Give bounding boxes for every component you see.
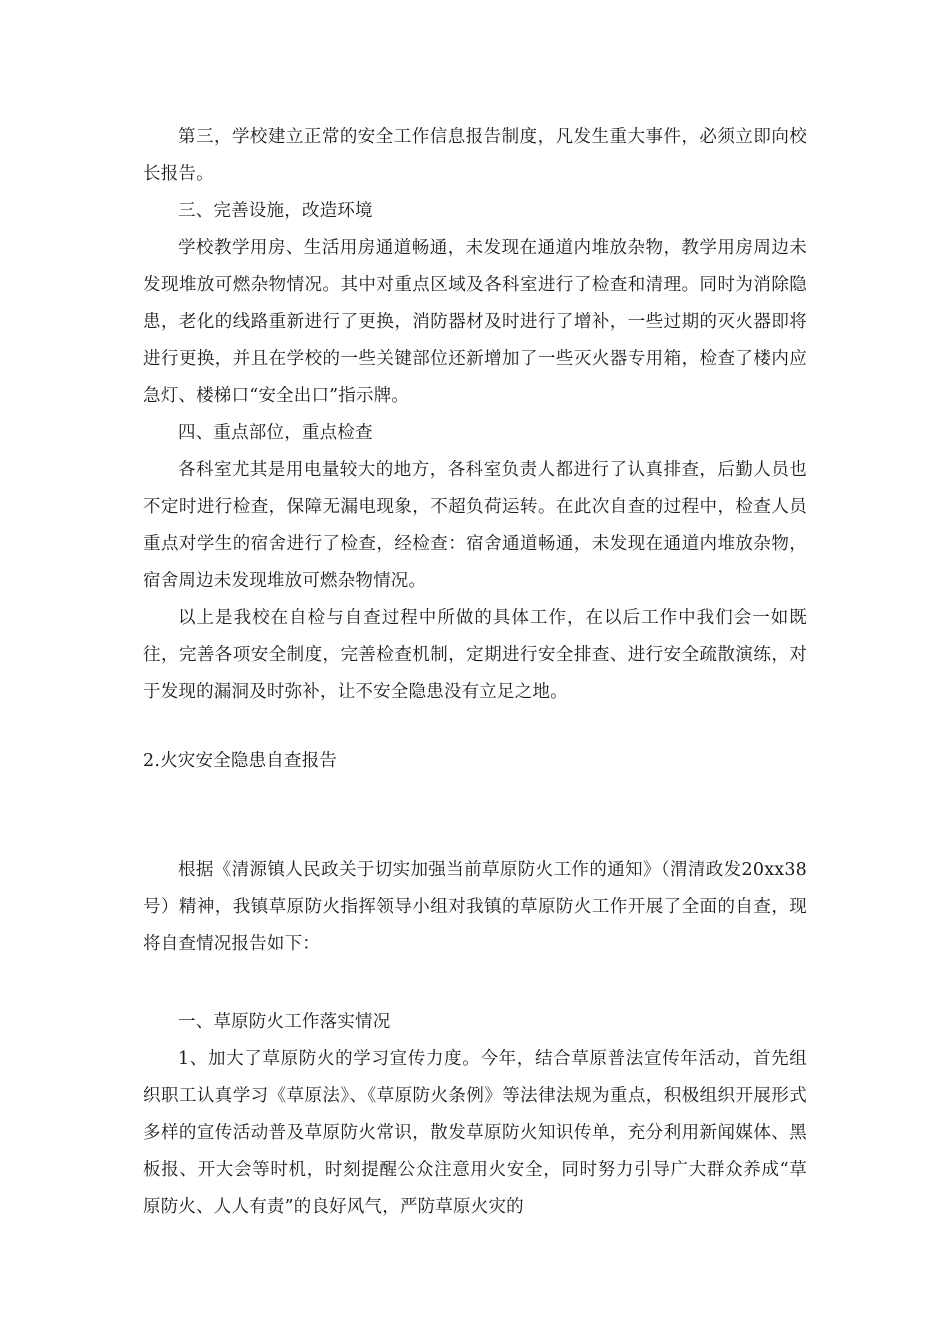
paragraph-conclusion: 以上是我校在自检与自查过程中所做的具体工作，在以后工作中我们会一如既往，完善各项安全制度，完善检查机制，定期进行安全排查、进行安全疏散演练，对于发现的漏洞及时弥补，让不安全隐患没有立足之地。 xyxy=(143,608,807,702)
section-2-body xyxy=(143,1004,807,1226)
section-1-body xyxy=(143,119,807,711)
paragraph-facilities: 学校教学用房、生活用房通道畅通，未发现在通道内堆放杂物，教学用房周边未发现堆放可燃杂物情况。其中对重点区域及各科室进行了检查和清理。同时为消除隐患，老化的线路重新进行了更换，消防器材及时进行了增补，一些过期的灭火器即将进行更换，并且在学校的一些关键部位还新增加了一些灭火器专用箱，检查了楼内应急灯、楼梯口“安全出口”指示牌。 xyxy=(143,238,807,406)
paragraph-key-inspection: 各科室尤其是用电量较大的地方，各科室负责人都进行了认真排查，后勤人员也不定时进行检查，保障无漏电现象，不超负荷运转。在此次自查的过程中，检查人员重点对学生的宿舍进行了检查，经检查：宿舍通道畅通，未发现在通道内堆放杂物，宿舍周边未发现堆放可燃杂物情况。 xyxy=(143,460,807,591)
section-2-intro-block xyxy=(143,852,807,963)
heading-improve-facilities: 三、完善设施，改造环境 xyxy=(178,201,373,221)
paragraph-reporting-system: 第三，学校建立正常的安全工作信息报告制度，凡发生重大事件，必须立即向校长报告。 xyxy=(143,127,807,184)
heading-key-inspection: 四、重点部位，重点检查 xyxy=(178,423,373,443)
paragraph-intro: 根据《清源镇人民政关于切实加强当前草原防火工作的通知》（渭清政发20xx38号）精神，我镇草原防火指挥领导小组对我镇的草原防火工作开展了全面的自查，现将自查情况报告如下： xyxy=(143,860,807,954)
section-2-heading-block xyxy=(143,743,807,780)
paragraph-publicity: 1、加大了草原防火的学习宣传力度。今年，结合草原普法宣传年活动，首先组织职工认真学习《草原法》、《草原防火条例》等法律法规为重点，积极组织开展形式多样的宣传活动普及草原防火常识，散发草原防火知识传单，充分利用新闻媒体、黑板报、开大会等时机，时刻提醒公众注意用火安全，同时努力引导广大群众养成“草原防火、人人有责”的良好风气，严防草原火灾的 xyxy=(143,1049,807,1217)
section-2-heading: 2.火灾安全隐患自查报告 xyxy=(143,751,338,771)
heading-implementation: 一、草原防火工作落实情况 xyxy=(178,1012,391,1032)
